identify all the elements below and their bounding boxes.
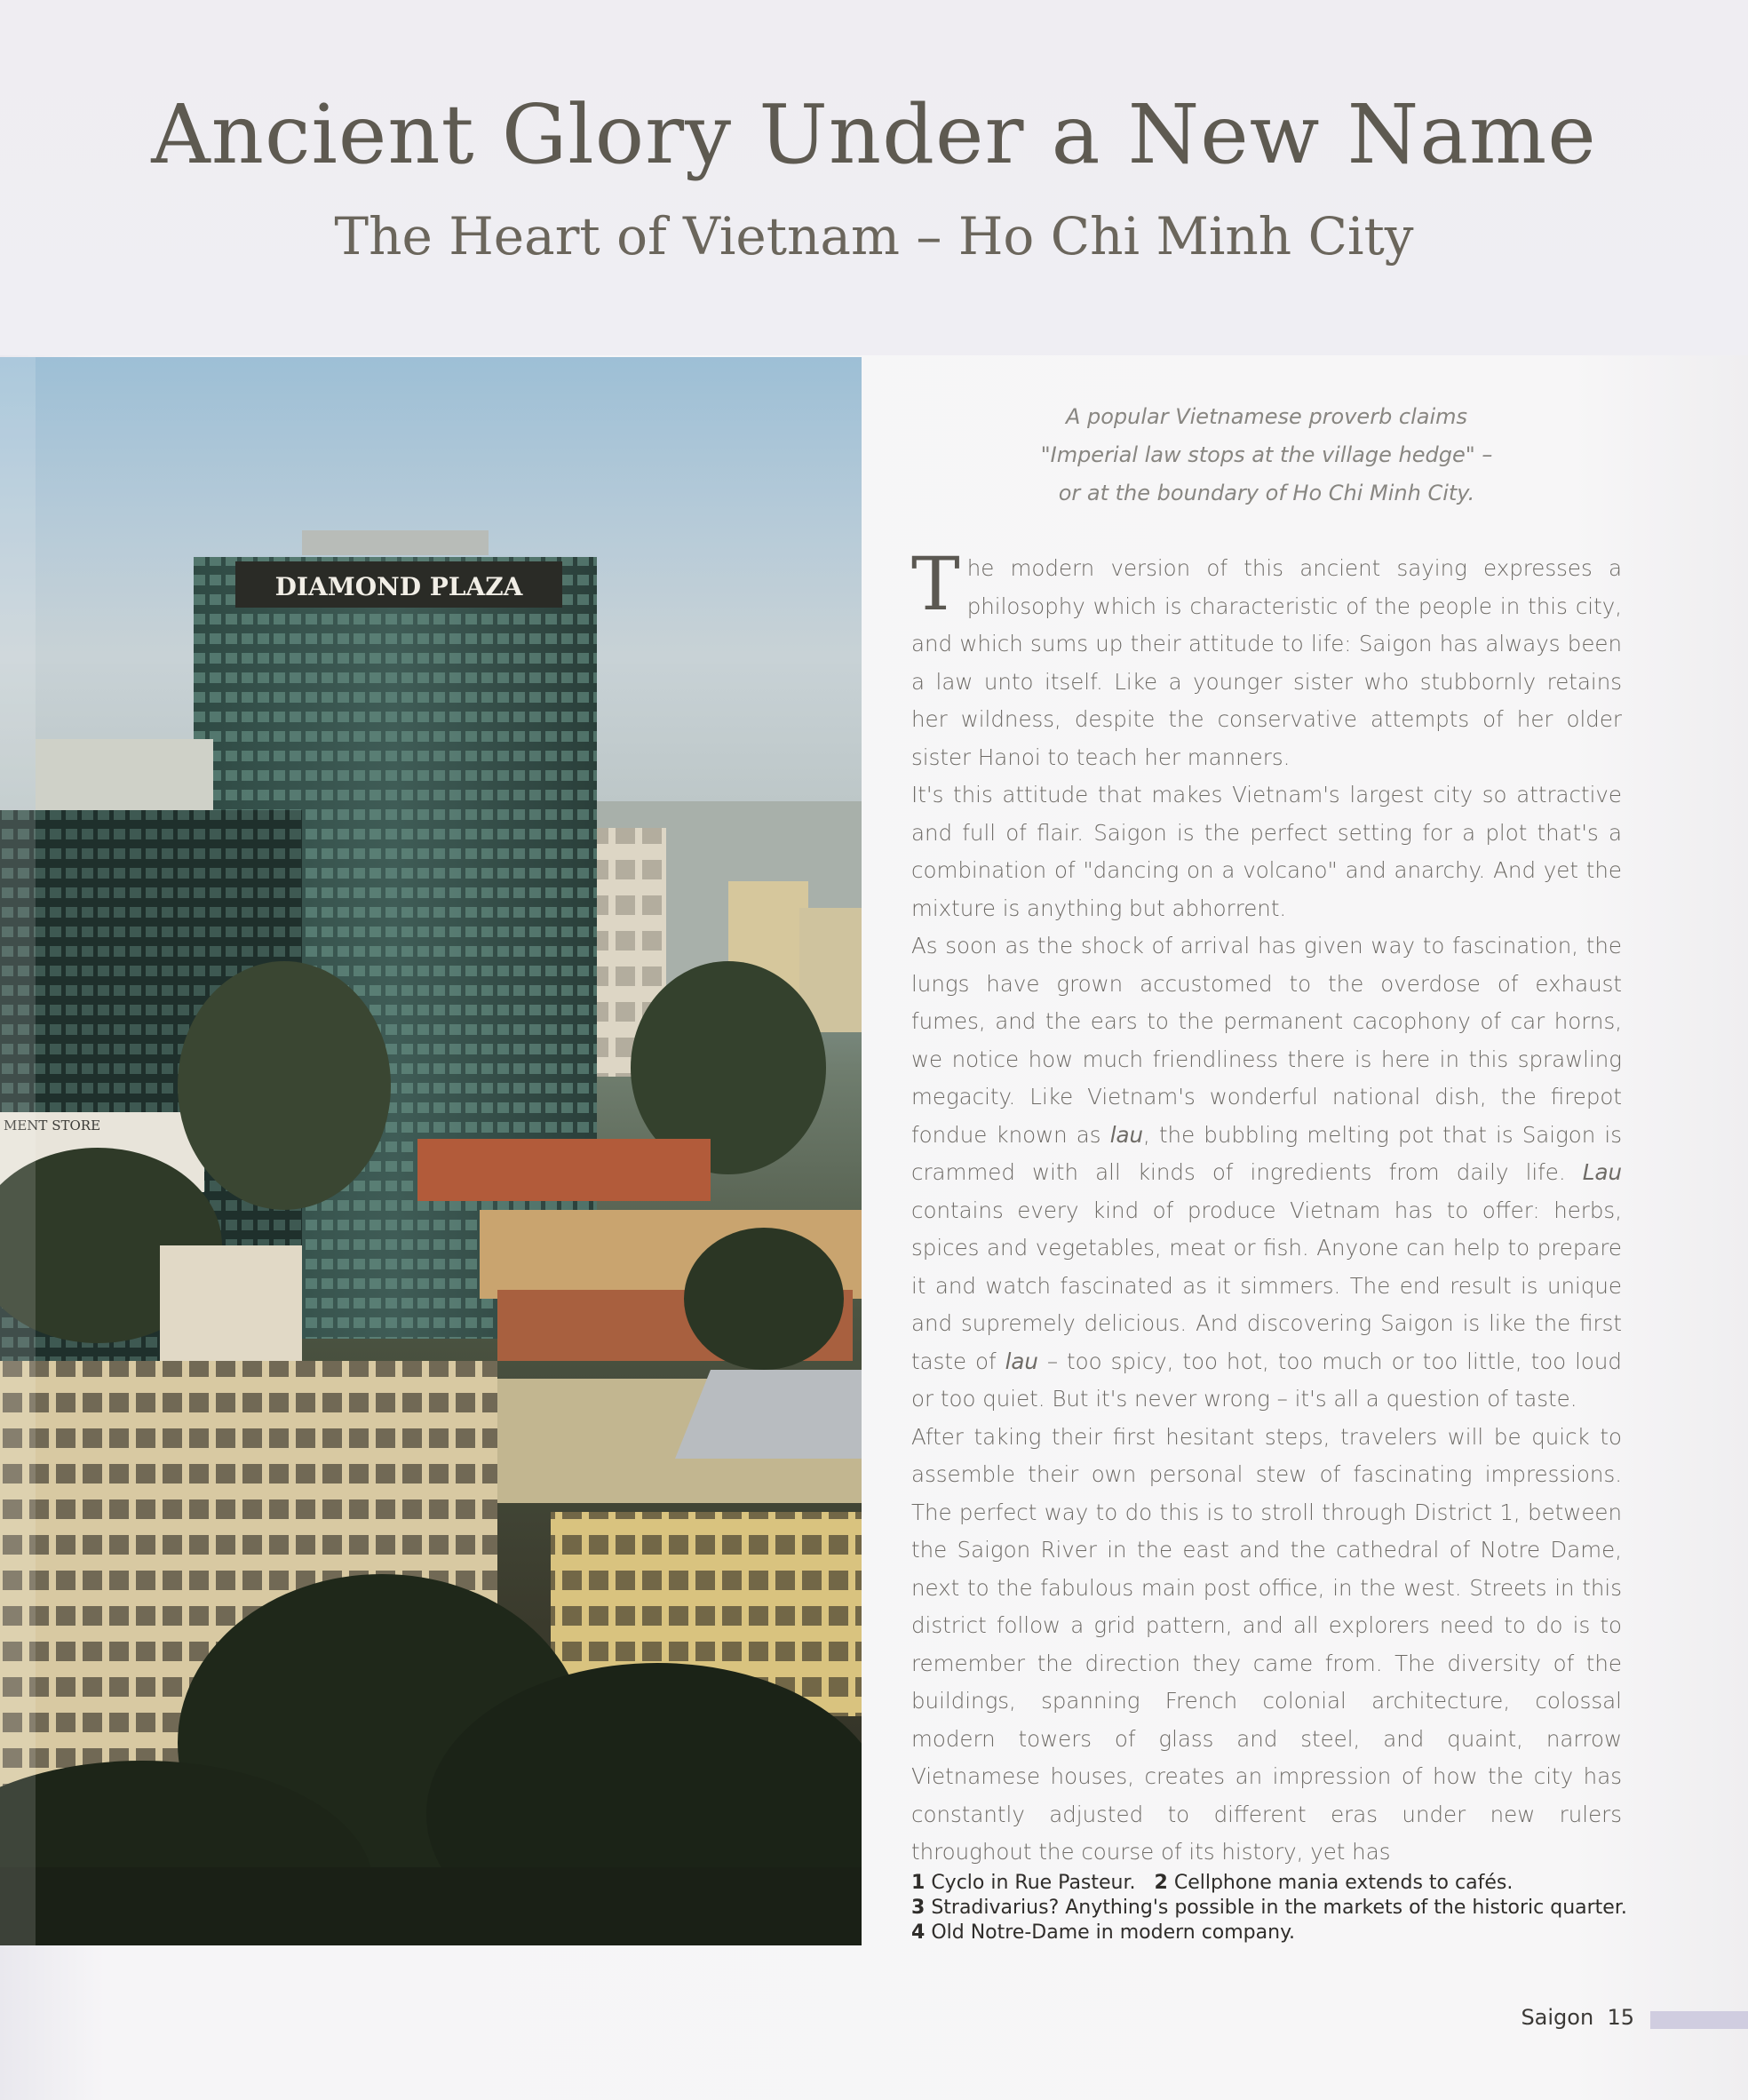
photo-captions	[911, 1871, 1640, 1945]
city-skyline-photo	[0, 357, 862, 1945]
paragraph-1-text: he modern version of this ancient saying expresses a philosophy which is characteristic of the people in this city, and which sums up their attitude to life: Saigon has always been a law unto itself. Like a younger sister who stubbornly retains her wildness, despite the conservative attempts of her older sister Hanoi to teach her manners.	[911, 555, 1622, 770]
diamond-plaza-sign: DIAMOND PLAZA	[274, 572, 523, 601]
caption-number: 2	[1154, 1872, 1168, 1894]
caption-number: 1	[911, 1872, 926, 1894]
article-column	[911, 398, 1622, 1872]
epigraph-line-2: "Imperial law stops at the village hedge" –	[1040, 442, 1493, 467]
epigraph-line-1: A popular Vietnamese proverb claims	[1065, 404, 1468, 429]
paragraph-4: After taking their first hesitant steps, travelers will be quick to assemble their own personal stew of fascinating impressions. The perfect way to do this is to stroll through District 1, between the Saigon River in the east and the cathedral of Notre Dame, next to the fabulous main post office, in the west. Streets in this district follow a grid pattern, and all explorers need to do is to remember the direction they came from. The diversity of the buildings, spanning French colonial architecture, colossal modern towers of glass and steel, and quaint, narrow Vietnamese houses, creates an impression of how the city has constantly adjusted to different eras under new rulers throughout the course of its history, yet has	[911, 1423, 1622, 1865]
paragraph-3	[911, 927, 1622, 1419]
caption-line	[911, 1871, 1640, 1896]
store-sign: MENT STORE	[4, 1118, 101, 1134]
folio-section: Saigon	[1521, 2005, 1594, 2030]
lau-term: lau	[1005, 1348, 1038, 1374]
caption-text: Cyclo in Rue Pasteur.	[931, 1872, 1136, 1894]
caption-line	[911, 1896, 1640, 1921]
epigraph	[911, 398, 1622, 513]
caption-text: Old Notre-Dame in modern company.	[931, 1921, 1295, 1944]
caption-text: Cellphone mania extends to cafés.	[1173, 1872, 1514, 1894]
paragraph-1	[911, 543, 1622, 776]
caption-text: Stradivarius? Anything's possible in the markets of the historic quarter.	[931, 1897, 1627, 1919]
page-title: Ancient Glory Under a New Name	[151, 87, 1597, 182]
paragraph-3-part-c: contains every kind of produce Vietnam has to offer: herbs, spices and vegetables, meat or fish. Anyone can help to prepare it and watch fascinated as it simmers. The end result is unique and supremely delicious. And discovering Saigon is like the first taste of	[911, 1197, 1622, 1374]
caption-line	[911, 1921, 1640, 1945]
folio-bar	[1650, 2011, 1748, 2029]
lau-term: Lau	[1582, 1159, 1622, 1185]
paragraph-2: It's this attitude that makes Vietnam's largest city so attractive and full of flair. Saigon is the perfect setting for a plot that's a combination of "dancing on a volcano" and anarchy. And yet the mixture is anything but abhorrent.	[911, 782, 1622, 921]
paragraph-3-part-d: – too spicy, too hot, too much or too little, too loud or too quiet. But it's never wrong – it's all a question of taste.	[911, 1348, 1622, 1412]
caption-number: 4	[911, 1921, 926, 1944]
page-subtitle: The Heart of Vietnam – Ho Chi Minh City	[334, 206, 1414, 266]
paragraph-3-part-a: As soon as the shock of arrival has given way to fascination, the lungs have grown accustomed to the overdose of exhaust fumes, and the ears to the permanent cacophony of car horns, we notice how much friendliness there is here in this sprawling megacity. Like Vietnam's wonderful national dish, the firepot fondue known as	[911, 933, 1622, 1148]
folio-page-number: 15	[1607, 2005, 1634, 2030]
epigraph-line-3: or at the boundary of Ho Chi Minh City.	[1058, 481, 1475, 505]
paragraph-3-part-b: , the bubbling melting pot that is Saigon is crammed with all kinds of ingredients from daily life.	[911, 1121, 1622, 1185]
lau-term: lau	[1109, 1121, 1144, 1148]
drop-cap: T	[911, 543, 960, 627]
page-folio	[1521, 2005, 1634, 2030]
caption-number: 3	[911, 1897, 926, 1919]
